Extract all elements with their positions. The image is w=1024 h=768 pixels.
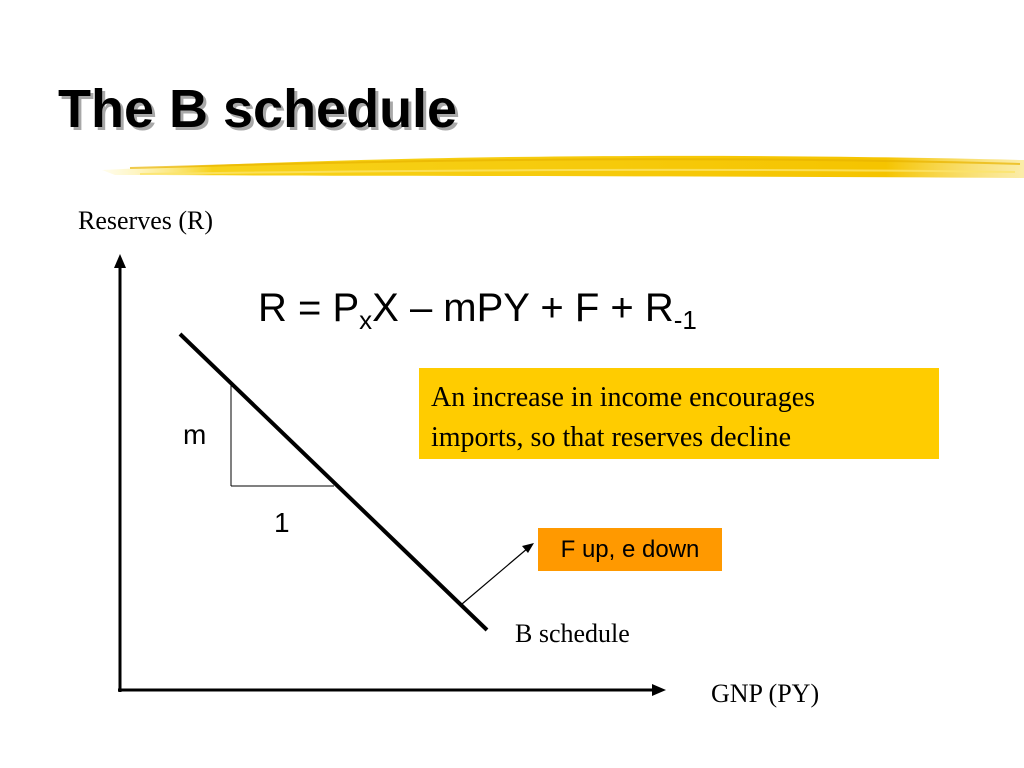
b-schedule-formula xyxy=(258,286,697,335)
slope-vertical-label: m xyxy=(183,419,207,450)
shift-tag: F up, e down xyxy=(538,528,722,571)
x-axis xyxy=(118,684,666,696)
slope-horizontal-label: 1 xyxy=(274,507,290,538)
x-axis-label: GNP (PY) xyxy=(711,679,820,708)
title-underline xyxy=(102,156,1024,178)
formula-subscript-x: x xyxy=(359,305,373,335)
shift-arrow xyxy=(462,543,534,604)
formula-part-r: R = P xyxy=(258,286,360,330)
y-axis-label: Reserves (R) xyxy=(78,206,214,235)
formula-subscript-lag: -1 xyxy=(673,305,697,335)
y-axis xyxy=(114,254,126,692)
curve-label: B schedule xyxy=(515,619,630,648)
formula-part-mid: X – mPY + F + R xyxy=(372,286,674,330)
slide-title: The B schedule xyxy=(58,79,458,139)
income-callout-box xyxy=(419,368,939,459)
callout-line-1: An increase in income encourages xyxy=(431,382,816,413)
callout-line-2: imports, so that reserves decline xyxy=(431,422,792,453)
